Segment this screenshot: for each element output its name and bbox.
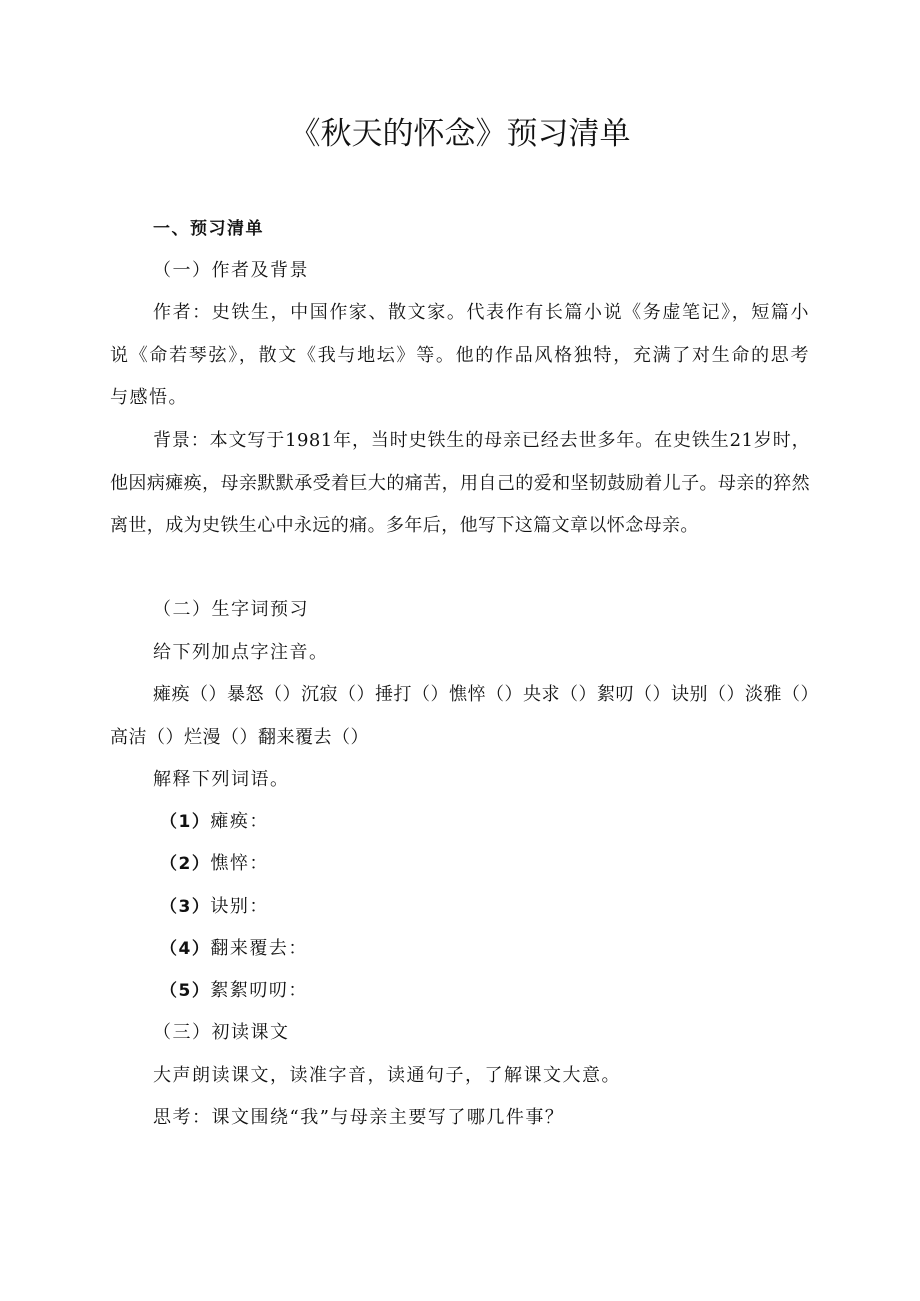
explain-item-text: 瘫痪：: [210, 811, 269, 832]
words-to-annotate-paragraph: 瘫痪（）暴怒（）沉寂（）捶打（）憔悴（）央求（）絮叨（）诀别（）淡雅（）高洁（）烂漫（）翻来覆去（）: [110, 684, 810, 748]
explain-item: [160, 978, 308, 1004]
subsection-heading-author-background: （一）作者及背景: [153, 260, 309, 281]
explain-item: [160, 809, 269, 835]
instruction-explain-words: 解释下列词语。: [153, 769, 290, 790]
thinking-question: 思考：课文围绕“我”与母亲主要写了哪几件事？: [153, 1107, 565, 1128]
document-title: 《秋天的怀念》预习清单: [289, 116, 631, 152]
author-paragraph: 作者：史铁生，中国作家、散文家。代表作有长篇小说《务虚笔记》，短篇小说《命若琴弦》，散文《我与地坛》等。他的作品风格独特，充满了对生命的思考与感悟。: [110, 302, 810, 408]
explain-item-text: 诀别：: [210, 896, 269, 917]
explain-item-text: 絮絮叨叨：: [210, 980, 308, 1001]
reading-instruction: 大声朗读课文，读准字音，读通句子，了解课文大意。: [153, 1065, 621, 1086]
explain-item-number: （1）: [160, 812, 211, 832]
explain-item: [160, 894, 269, 920]
instruction-pinyin: 给下列加点字注音。: [153, 642, 329, 663]
explain-item-number: （2）: [160, 854, 211, 874]
explain-item-number: （5）: [160, 981, 211, 1001]
explain-item-text: 翻来覆去：: [210, 938, 308, 959]
subsection-heading-vocabulary: （二）生字词预习: [153, 599, 309, 620]
explain-item-number: （3）: [160, 897, 211, 917]
explain-item: [160, 936, 308, 962]
section-heading-preview-list: 一、预习清单: [153, 219, 264, 239]
subsection-heading-first-reading: （三）初读课文: [153, 1022, 290, 1043]
explain-item-text: 憔悴：: [210, 853, 269, 874]
explain-item: [160, 851, 269, 877]
background-paragraph: 背景：本文写于1981年，当时史铁生的母亲已经去世多年。在史铁生21岁时，他因病瘫痪，母亲默默承受着巨大的痛苦，用自己的爱和坚韧鼓励着儿子。母亲的猝然离世，成为史铁生心中永远的痛。多年后，他写下这篇文章以怀念母亲。: [110, 430, 810, 536]
explain-item-number: （4）: [160, 939, 211, 959]
